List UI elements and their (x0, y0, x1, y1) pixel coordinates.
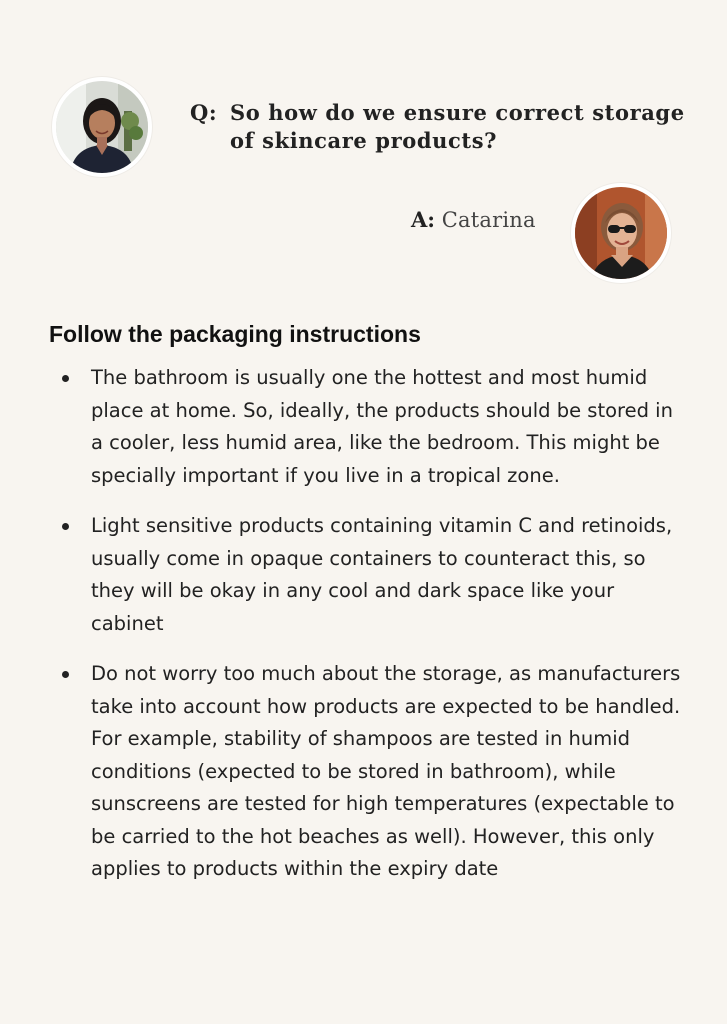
bullet-list (60, 362, 685, 904)
list-item (60, 510, 685, 640)
answer-prefix: A: (411, 207, 436, 232)
list-item-text: Light sensitive products containing vitamin C and retinoids, usually come in opaque containers to counteract this, so they will be okay in any cool and dark space like your cabinet (91, 514, 673, 635)
question (190, 99, 690, 155)
answerer-name: Catarina (441, 208, 536, 232)
bullet-dot-icon (62, 523, 69, 530)
answer-attribution (411, 207, 536, 232)
section-heading: Follow the packaging instructions (49, 321, 421, 347)
question-line-2: of skincare products? (230, 128, 498, 153)
woman-with-sunglasses-portrait-icon (575, 187, 667, 279)
question-prefix: Q: (190, 100, 218, 125)
asker-avatar (52, 77, 152, 177)
question-line-1: So how do we ensure correct storage (230, 100, 685, 125)
bullet-dot-icon (62, 375, 69, 382)
woman-portrait-icon (56, 81, 148, 173)
list-item (60, 362, 685, 492)
list-item-text: Do not worry too much about the storage, as manufacturers take into account how products are expected to be handled. For example, stability of shampoos are tested in humid conditions (expected to be stored in bathroom), while sunscreens are tested for high temperatures (expectable to be carried to the hot beaches as well). However, this only applies to products within the expiry date (91, 662, 681, 880)
bullet-dot-icon (62, 671, 69, 678)
answerer-avatar (571, 183, 671, 283)
list-item (60, 658, 685, 886)
list-item-text: The bathroom is usually one the hottest and most humid place at home. So, ideally, the products should be stored in a cooler, less humid area, like the bedroom. This might be specially important if you live in a tropical zone. (91, 366, 673, 487)
